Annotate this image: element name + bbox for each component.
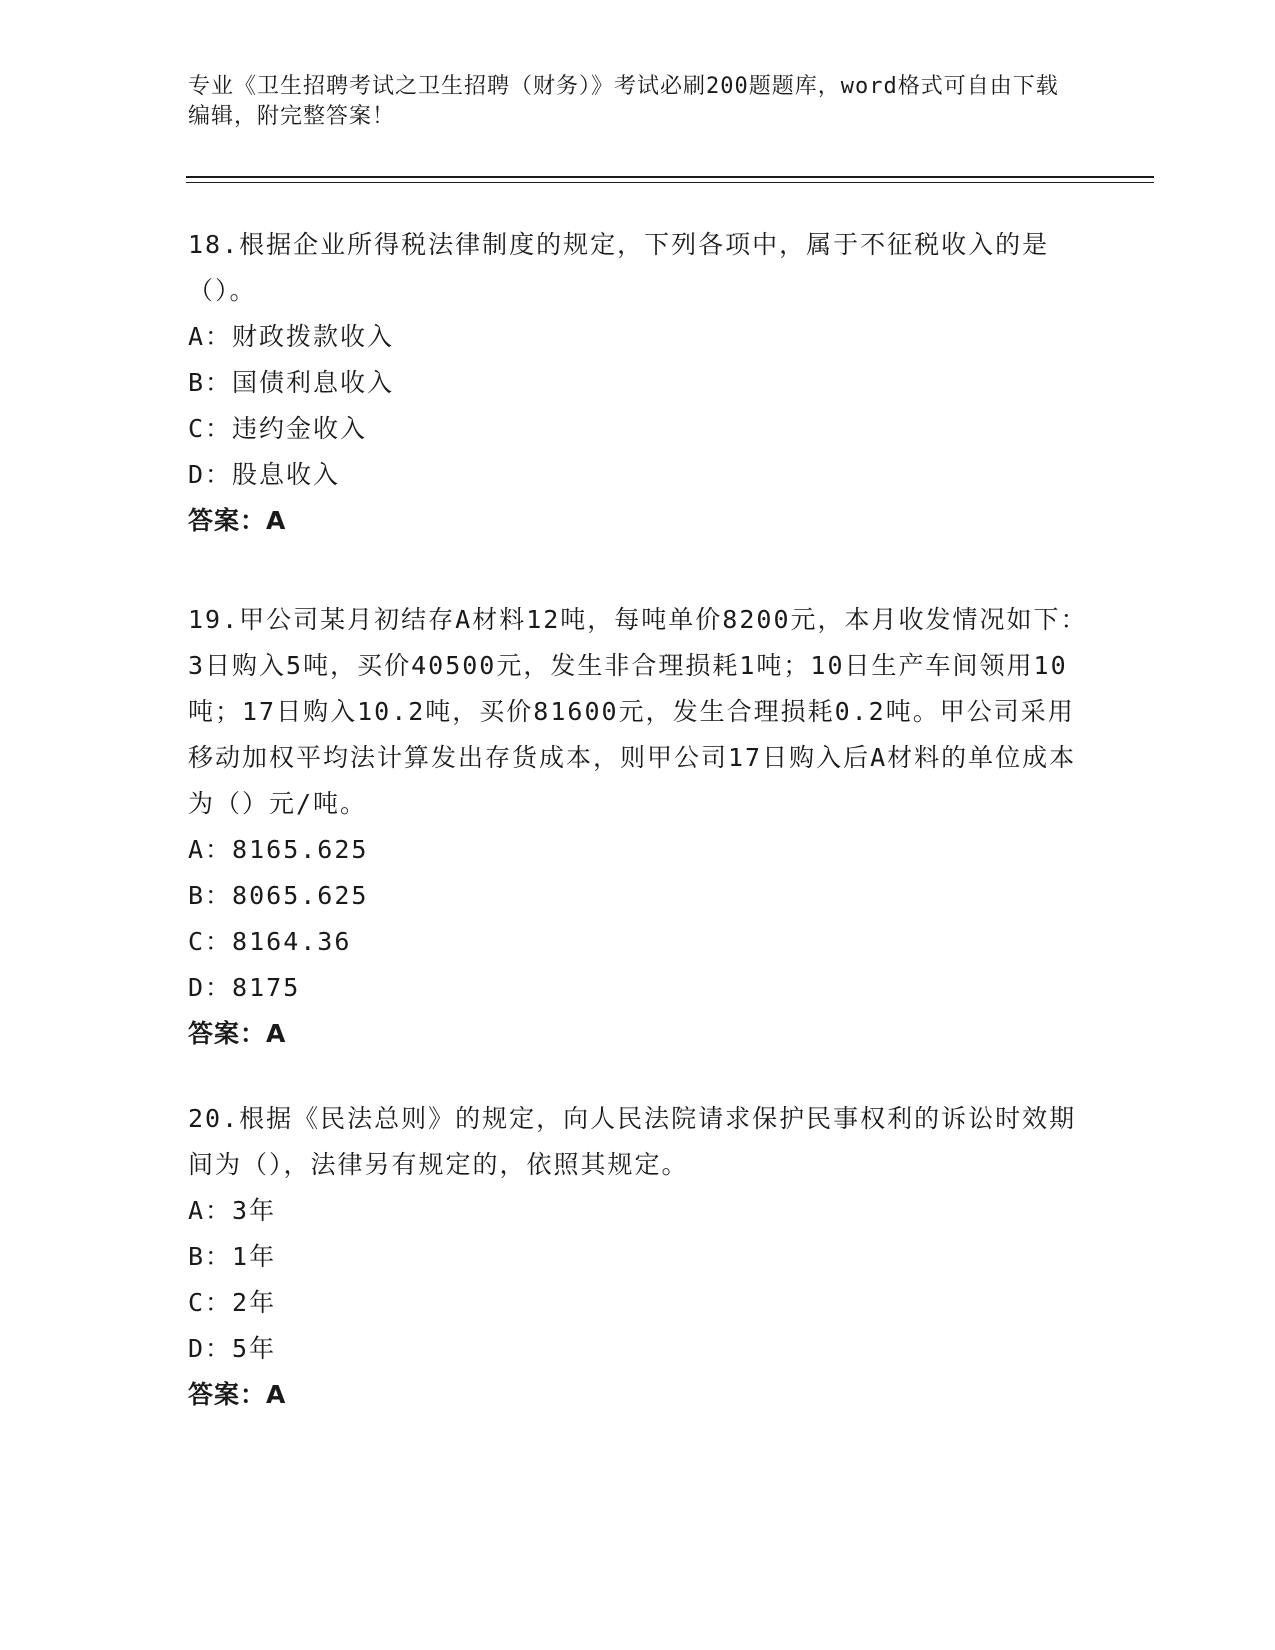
option-c: C：8164.36 — [188, 927, 352, 956]
header-divider-thick — [186, 176, 1154, 178]
option-d: D：5年 — [188, 1334, 277, 1363]
option-c: C：违约金收入 — [188, 414, 368, 443]
option-a: A：8165.625 — [188, 835, 369, 864]
question-text: 19.甲公司某月初结存A材料12吨，每吨单价8200元，本月收发情况如下：3日购入5吨，买价40500元，发生非合理损耗1吨；10日生产车间领用10吨；17日购入10.2吨，买价81600元，发生合理损耗0.2吨。甲公司采用移动加权平均法计算发出存货成本，则甲公司17日购入后A材料的单位成本为（）元/吨。 — [188, 605, 1088, 818]
question-20 — [188, 1096, 1088, 1418]
question-text: 20.根据《民法总则》的规定，向人民法院请求保护民事权利的诉讼时效期间为（），法律另有规定的，依照其规定。 — [188, 1104, 1077, 1179]
question-18 — [188, 222, 1088, 544]
option-b: B：1年 — [188, 1242, 277, 1271]
option-b: B：国债利息收入 — [188, 368, 395, 397]
option-d: D：8175 — [188, 973, 301, 1002]
question-19 — [188, 597, 1088, 1057]
option-c: C：2年 — [188, 1288, 277, 1317]
answer-label: 答案：A — [188, 506, 287, 535]
answer-label: 答案：A — [188, 1019, 287, 1048]
option-b: B：8065.625 — [188, 881, 369, 910]
header-divider-thin — [186, 182, 1154, 183]
option-a: A：3年 — [188, 1196, 277, 1225]
question-text: 18.根据企业所得税法律制度的规定，下列各项中，属于不征税收入的是（）。 — [188, 230, 1050, 305]
option-d: D：股息收入 — [188, 460, 341, 489]
page-header: 专业《卫生招聘考试之卫生招聘（财务）》考试必刷200题题库，word格式可自由下载编辑，附完整答案！ — [188, 74, 1059, 129]
answer-label: 答案：A — [188, 1380, 287, 1409]
option-a: A：财政拨款收入 — [188, 322, 395, 351]
